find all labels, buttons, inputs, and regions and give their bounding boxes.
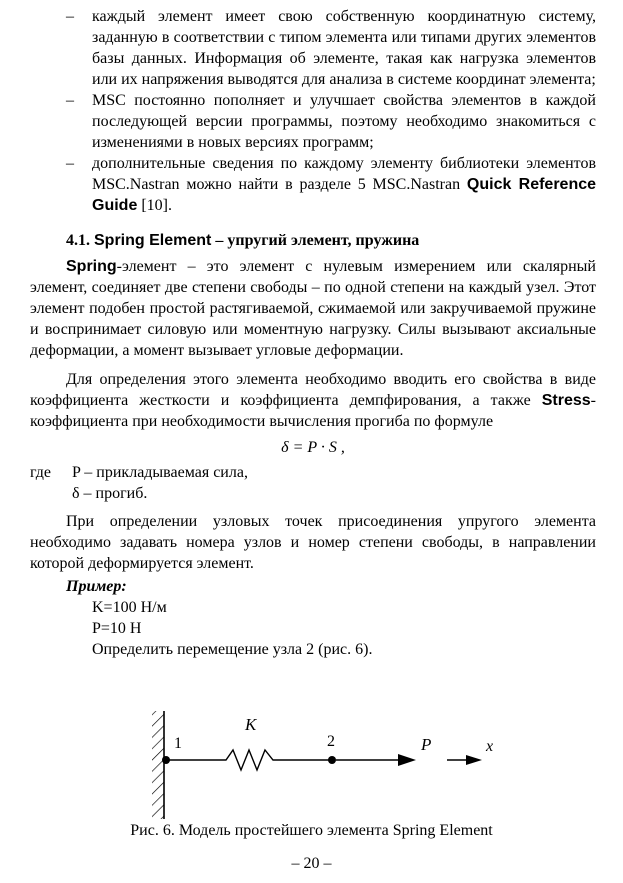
spring-element-figure bbox=[0, 708, 623, 823]
paragraph-text: -коэффициента при необходимости вычисления прогиба по формуле bbox=[30, 392, 596, 430]
section-title-sans: Spring Element bbox=[94, 232, 212, 249]
where-line-1: P – прикладываемая сила, bbox=[72, 464, 248, 481]
bullet-item bbox=[30, 153, 596, 216]
figure-caption: Рис. 6. Модель простейшего элемента Spring Element bbox=[130, 822, 493, 839]
example-line: K=100 Н/м bbox=[92, 599, 167, 616]
example-line: P=10 Н bbox=[92, 620, 142, 637]
axis-arrow-head bbox=[466, 755, 482, 765]
bullet-item bbox=[30, 6, 596, 90]
node-1-label: 1 bbox=[174, 735, 182, 752]
bullet-dash: – bbox=[66, 8, 74, 25]
force-label: P bbox=[421, 735, 432, 754]
section-heading bbox=[30, 230, 596, 251]
fixed-support-hatch bbox=[152, 711, 164, 819]
stress-term: Stress bbox=[541, 392, 591, 409]
spring-label: K bbox=[245, 715, 257, 734]
document-page bbox=[30, 6, 596, 660]
bullet-text-part: дополнительные сведения по каждому элементу библиотеки элементов MSC.Nastran можно найти в разделе 5 MSC.Nastran bbox=[92, 155, 596, 193]
paragraph-text: При определении узловых точек присоединения упругого элемента необходимо задавать номера узлов и номер степени свободы, в направлении которой деформируется элемент. bbox=[30, 513, 596, 572]
node-2-label: 2 bbox=[327, 733, 335, 750]
where-label: где bbox=[30, 464, 52, 481]
quick-reference-guide-title: Quick Reference Guide bbox=[92, 176, 597, 214]
paragraph-definition bbox=[30, 369, 596, 432]
section-title-rest: – упругий элемент, пружина bbox=[211, 232, 420, 249]
node-2-point bbox=[328, 756, 336, 764]
paragraph-text: -элемент – это элемент с нулевым измерением или скалярный элемент, соединяет две степени свободы – по одной степени на каждый узел. Этот элемент подобен простой растягиваемой, сжимаемой или закручиваемой пружине и воспринимает силовую или моментную нагрузку. Силы вызывают аксиальные деформации, а момент вызывает угловые деформации. bbox=[30, 258, 596, 359]
spring-term: Spring bbox=[66, 258, 117, 275]
where-block bbox=[30, 462, 596, 483]
bullet-text bbox=[92, 153, 596, 216]
bullet-text-part: [10]. bbox=[137, 197, 172, 214]
bullet-item bbox=[30, 90, 596, 153]
force-arrow-head bbox=[398, 754, 416, 766]
bullet-text: каждый элемент имеет свою собственную координатную систему, заданную в соответствии с типом элемента или типами других элементов базы данных. Информация об элементе, такая как нагрузка элементов или их напряжения выводятся для анализа в системе координат элемента; bbox=[92, 8, 596, 88]
formula: δ = P · S , bbox=[281, 439, 345, 456]
bullet-dash: – bbox=[66, 92, 74, 109]
bullet-dash: – bbox=[66, 155, 74, 172]
page-number: – 20 – bbox=[291, 855, 332, 872]
section-number: 4.1. bbox=[66, 232, 90, 249]
example-title: Пример: bbox=[66, 578, 127, 595]
axis-label: x bbox=[486, 738, 494, 755]
paragraph-spring bbox=[30, 256, 596, 361]
where-line-2: δ – прогиб. bbox=[72, 485, 148, 502]
bullet-text: MSC постоянно пополняет и улучшает свойства элементов в каждой последующей версии программы, поэтому необходимо знакомиться с изменениями в новых версиях программ; bbox=[92, 92, 596, 151]
paragraph-nodes bbox=[30, 511, 596, 574]
spring-coil bbox=[166, 750, 330, 770]
example-line: Определить перемещение узла 2 (рис. 6). bbox=[92, 641, 373, 658]
paragraph-text: Для определения этого элемента необходимо вводить его свойства в виде коэффициента жесткости и коэффициента демпфирования, а также bbox=[30, 371, 596, 409]
